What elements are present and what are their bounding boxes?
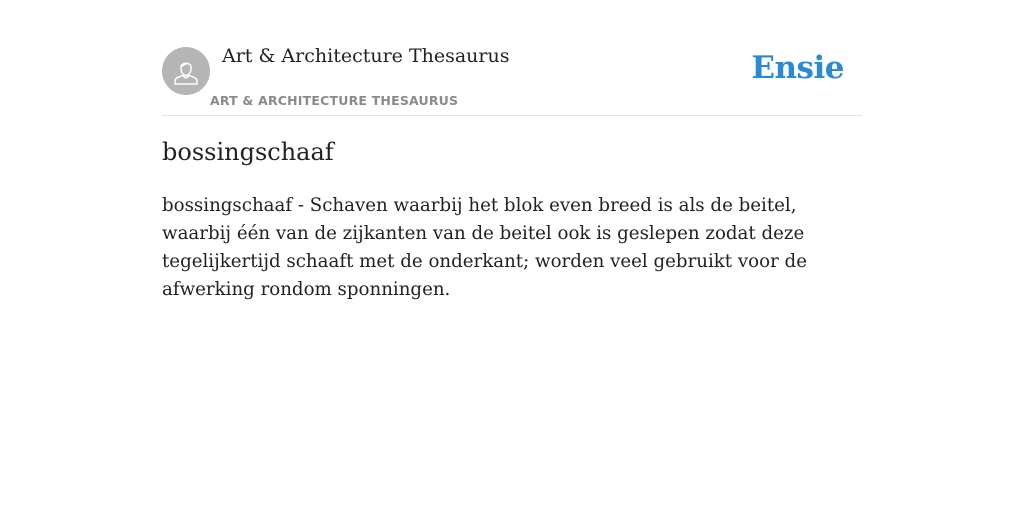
source-subtitle-link[interactable]: ART & ARCHITECTURE THESAURUS — [210, 93, 459, 108]
page-container — [162, 0, 862, 300]
source-title-link[interactable]: Art & Architecture Thesaurus — [222, 45, 510, 67]
source-header — [162, 0, 862, 116]
term-definition: bossingschaaf - Schaven waarbij het blok even breed is als de beitel, waarbij één van de zijkanten van de beitel ook is geslepen zodat deze tegelijkertijd schaaft met de onderkant; worden veel gebruikt voor de afwerking rondom sponningen. — [162, 195, 807, 300]
term-title: bossingschaaf — [162, 138, 334, 166]
user-icon — [171, 56, 201, 86]
avatar[interactable] — [162, 47, 210, 95]
ensie-logo[interactable]: Ensie — [751, 50, 844, 86]
